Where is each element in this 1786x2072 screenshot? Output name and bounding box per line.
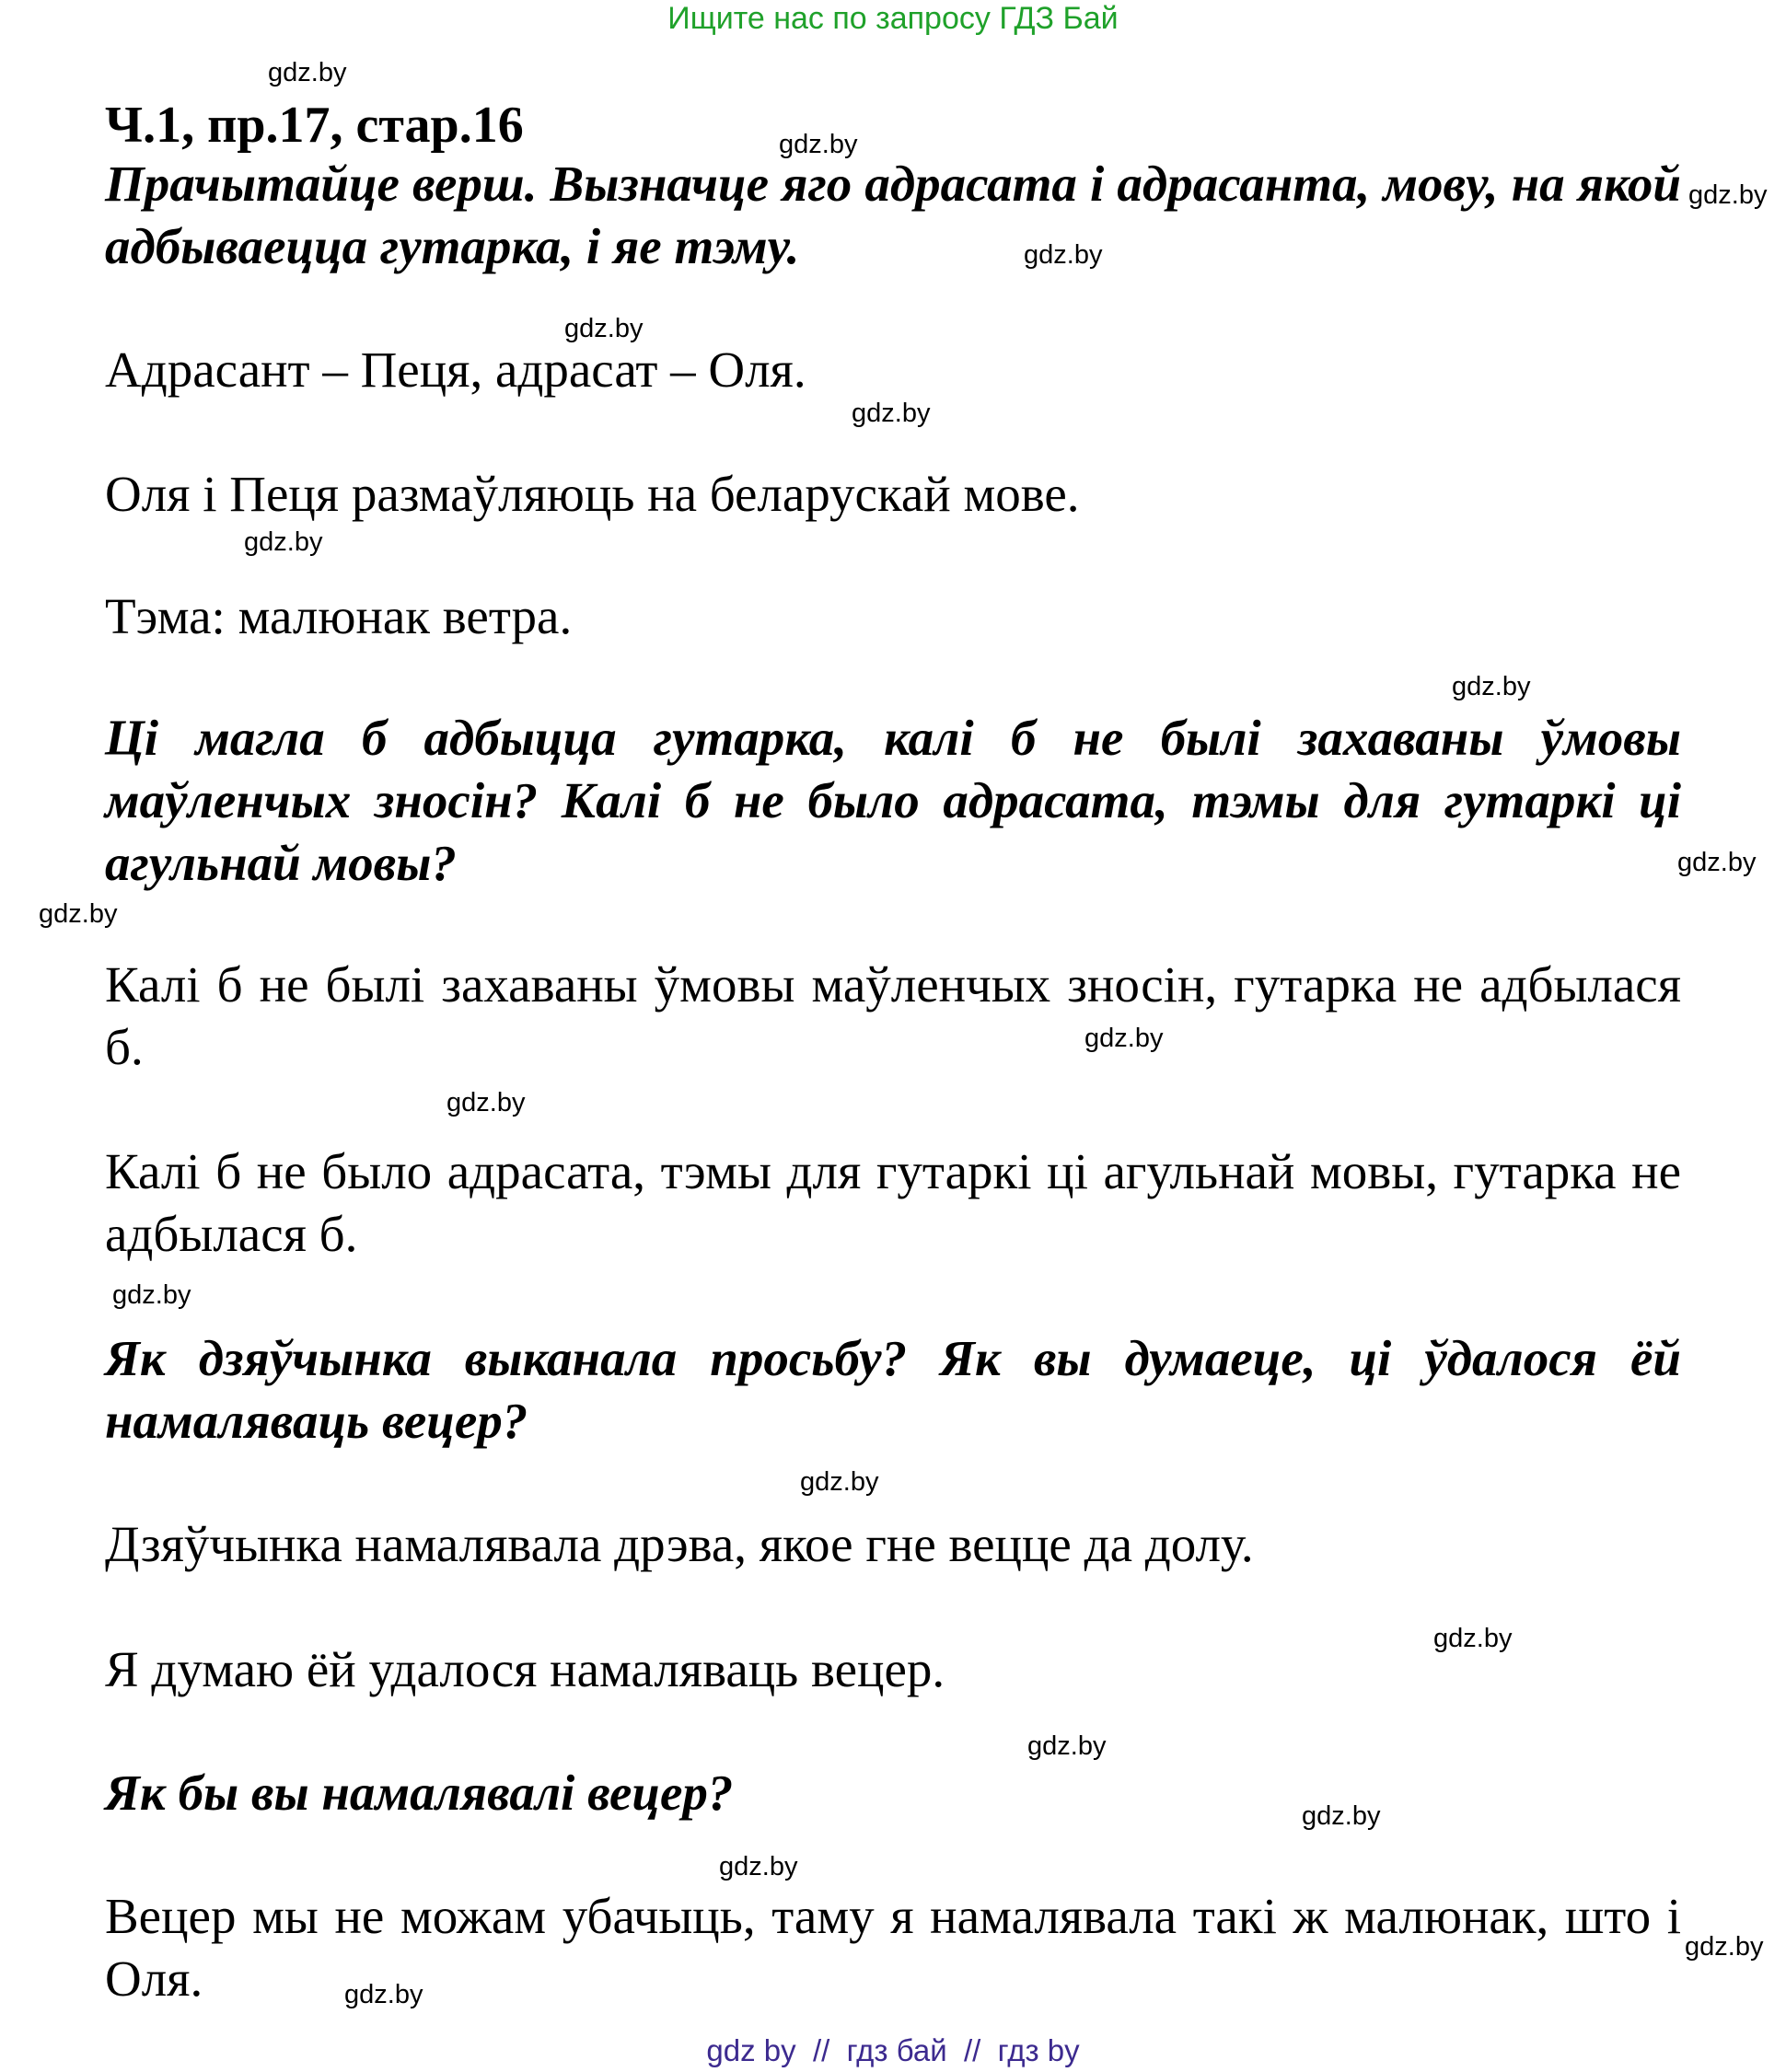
- question-4: Як бы вы намалявалі вецер?: [105, 1765, 734, 1821]
- watermark: gdz.by: [779, 130, 858, 159]
- watermark: gdz.by: [1027, 1731, 1107, 1761]
- answer-3-2: Я думаю ёй удалося намаляваць вецер.: [105, 1641, 945, 1697]
- watermark: gdz.by: [564, 314, 644, 343]
- answer-1-3: Тэма: малюнак ветра.: [105, 588, 573, 644]
- watermark: gdz.by: [1302, 1801, 1381, 1831]
- question-1: Прачытайце верш. Вызначце яго адрасата і адрасанта, мову, на якой адбываецца гутарка, і яе тэму.: [105, 156, 1681, 274]
- watermark: gdz.by: [39, 899, 118, 929]
- answer-1-2: Оля і Пеця размаўляюць на беларускай мове.: [105, 466, 1080, 522]
- watermark: gdz.by: [268, 58, 347, 87]
- watermark: gdz.by: [244, 527, 323, 557]
- answer-1-1: Адрасант – Пеця, адрасат – Оля.: [105, 341, 806, 398]
- watermark: gdz.by: [1452, 672, 1531, 701]
- watermark: gdz.by: [1433, 1624, 1513, 1653]
- footer-links: gdz by // гдз бай // гдз by: [706, 2033, 1080, 2067]
- answer-3-1: Дзяўчынка намалявала дрэва, якое гне вецце да долу.: [105, 1516, 1254, 1572]
- watermark: gdz.by: [852, 399, 931, 428]
- question-2: Ці магла б адбыцца гутарка, калі б не былі захаваны ўмовы маўленчых зносін? Калі б не было адрасата, тэмы для гутаркі ці агульнай мовы?: [105, 710, 1681, 891]
- watermark: gdz.by: [1024, 240, 1103, 270]
- watermark: gdz.by: [800, 1467, 879, 1497]
- top-banner: Ищите нас по запросу ГДЗ Бай: [667, 1, 1119, 36]
- watermark: gdz.by: [1685, 1932, 1764, 1962]
- watermark: gdz.by: [1677, 848, 1757, 877]
- watermark: gdz.by: [446, 1088, 526, 1117]
- answer-4-1: Вецер мы не можам убачыць, таму я намалявала такі ж малюнак, што і Оля.: [105, 1888, 1681, 2007]
- watermark: gdz.by: [1688, 180, 1768, 210]
- answer-2-1: Калі б не былі захаваны ўмовы маўленчых зносін, гутарка не адбылася б.: [105, 956, 1681, 1075]
- watermark: gdz.by: [344, 1980, 423, 2009]
- watermark: gdz.by: [112, 1280, 191, 1310]
- answer-2-2: Калі б не было адрасата, тэмы для гутаркі ці агульнай мовы, гутарка не адбылася б.: [105, 1143, 1681, 1262]
- page-title: Ч.1, пр.17, стар.16: [105, 97, 524, 154]
- watermark: gdz.by: [1084, 1024, 1164, 1053]
- question-3: Як дзяўчынка выканала просьбу? Як вы думаеце, ці ўдалося ёй намаляваць вецер?: [105, 1330, 1681, 1449]
- watermark: gdz.by: [719, 1852, 798, 1881]
